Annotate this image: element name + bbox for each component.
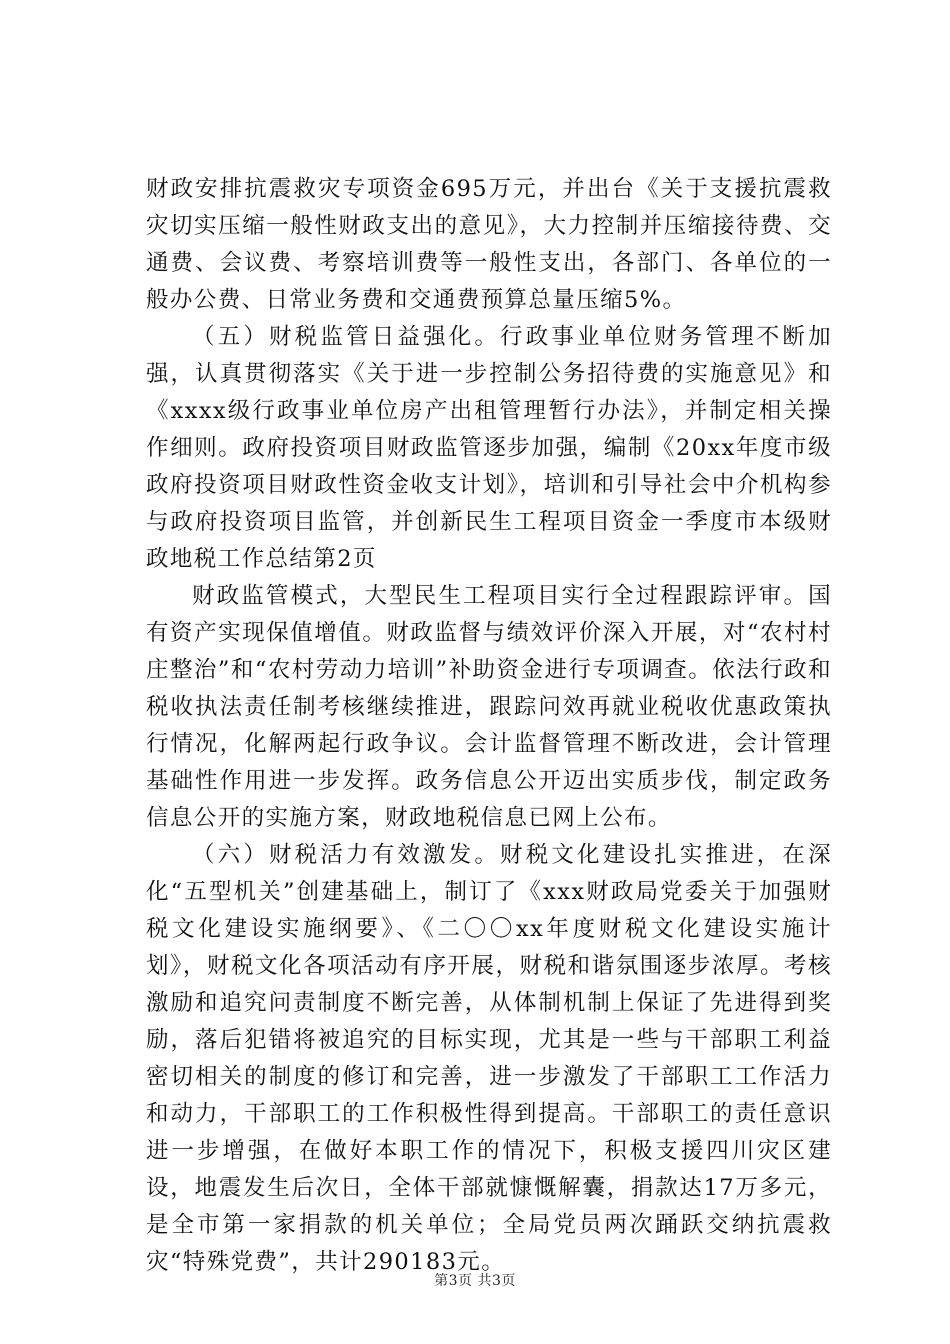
paragraph-budget-cuts: 财政安排抗震救灾专项资金695万元，并出台《关于支援抗震救灾切实压缩一般性财政支出的意见》，大力控制并压缩接待费、交通费、会议费、考察培训费等一般性支出，各部门、各单位的一般办公费、日常业务费和交通费预算总量压缩5%。 bbox=[146, 176, 832, 313]
paragraph-fiscal-vitality: （六）财税活力有效激发。财税文化建设扎实推进，在深化“五型机关”创建基础上，制订了《xxx财政局党委关于加强财税文化建设实施纲要》、《二〇〇xx年度财税文化建设实施计划》，财税文化各项活动有序开展，财税和谐氛围逐步浓厚。考核激励和追究问责制度不断完善，从体制机制上保证了先进得到奖励，落后犯错将被追究的目标实现，尤其是一些与干部职工利益密切相关的制度的修订和完善，进一步激发了干部职工工作活力和动力，干部职工的工作积极性得到提高。干部职工的责任意识进一步增强，在做好本职工作的情况下，积极支援四川灾区建设，地震发生后次日，全体干部就慷慨解囊，捐款达17万多元，是全市第一家捐款的机关单位；全局党员两次踊跃交纳抗震救灾“特殊党费”，共计290183元。 bbox=[146, 842, 832, 1275]
paragraph-supervision-model: 财政监管模式，大型民生工程项目实行全过程跟踪评审。国有资产实现保值增值。财政监督与绩效评价深入开展，对“农村村庄整治”和“农村劳动力培训”补助资金进行专项调查。依法行政和税收执法责任制考核继续推进，跟踪问效再就业税收优惠政策执行情况，化解两起行政争议。会计监督管理不断改进，会计管理基础性作用进一步发挥。政务信息公开迈出实质步伐，制定政务信息公开的实施方案，财政地税信息已网上公布。 bbox=[146, 583, 832, 831]
page-footer: 第3页 共3页 bbox=[434, 1273, 516, 1289]
paragraph-fiscal-supervision: （五）财税监管日益强化。行政事业单位财务管理不断加强，认真贯彻落实《关于进一步控制公务招待费的实施意见》和《xxxx级行政事业单位房产出租管理暂行办法》，并制定相关操作细则。政府投资项目财政监管逐步加强，编制《20xx年度市级政府投资项目财政性资金收支计划》，培训和引导社会中介机构参与政府投资项目监管，并创新民生工程项目资金一季度市本级财政地税工作总结第2页 bbox=[146, 324, 832, 572]
document-body bbox=[146, 171, 832, 1281]
